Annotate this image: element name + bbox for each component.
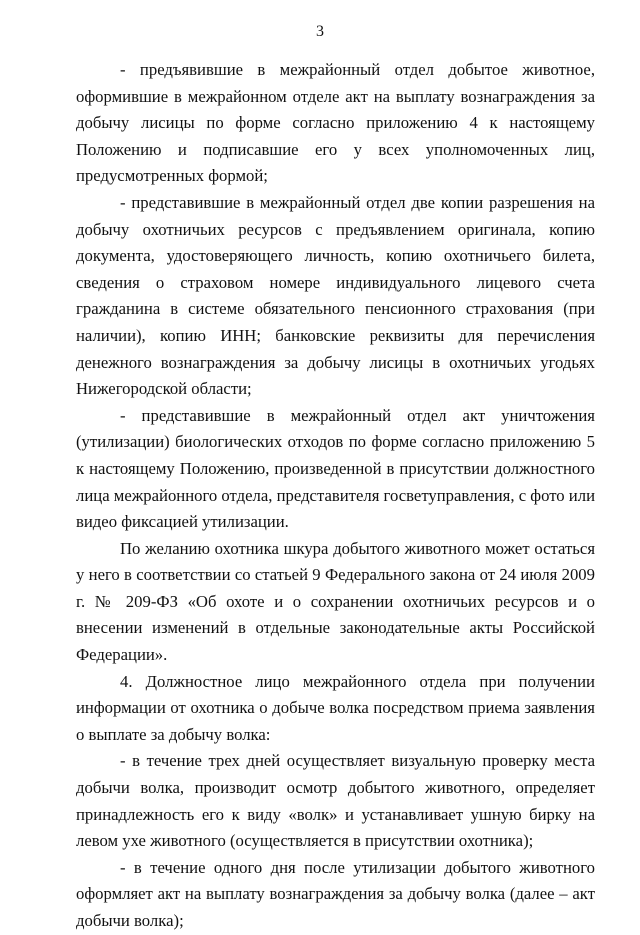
paragraph-fox-disposal-act: - представившие в межрайонный отдел акт уничтожения (утилизации) биологических отходов по форме согласно приложению 5 к настоящему Положению, произведенной в присутствии должностного лица межрайонного отдела, представителя госветуправления, с фото или видео фиксацией утилизации. — [76, 405, 595, 532]
document-body — [76, 57, 595, 935]
paragraph-wolf-site-inspection: - в течение трех дней осуществляет визуальную проверку места добычи волка, производит осмотр добытого животного, определяет принадлежность его к виду «волк» и устанавливает ушную бирку на левом ухе животного (осуществляется в присутствии охотника); — [76, 751, 595, 851]
paragraph-fox-animal-presented: - предъявившие в межрайонный отдел добытое животное, оформившие в межрайонном отделе акт на выплату вознаграждения за добычу лисицы по форме согласно приложению 4 к настоящему Положению и подписавшие его у всех уполномоченных лиц, предусмотренных формой; — [76, 60, 595, 186]
paragraph-hunter-keeps-skin: По желанию охотника шкура добытого животного может остаться у него в соответствии со статьей 9 Федерального закона от 24 июля 2009 г. № 209-ФЗ «Об охоте и о сохранении охотничьих ресурсов и о внесении изменений в отдельные законодательные акты Российской Федерации». — [76, 538, 595, 665]
paragraph-fox-documents-submitted: - представившие в межрайонный отдел две копии разрешения на добычу охотничьих ресурсов с предъявлением оригинала, копию документа, удостоверяющего личность, копию охотничьего билета, сведения о страховом номере индивидуального лицевого счета гражданина в системе обязательного пенсионного страхования (при наличии), копию ИНН; банковские реквизиты для перечисления денежного вознаграждения за добычу лисицы в охотничьих угодьях Нижегородской области; — [76, 192, 595, 399]
paragraph-section-4-wolf: 4. Должностное лицо межрайонного отдела при получении информации от охотника о добыче волка посредством приема заявления о выплате за добычу волка: — [76, 671, 595, 744]
page-number: 3 — [316, 23, 324, 40]
paragraph-wolf-payment-act: - в течение одного дня после утилизации добытого животного оформляет акт на выплату вознаграждения за добычу волка (далее – акт добычи волка); — [76, 857, 595, 930]
